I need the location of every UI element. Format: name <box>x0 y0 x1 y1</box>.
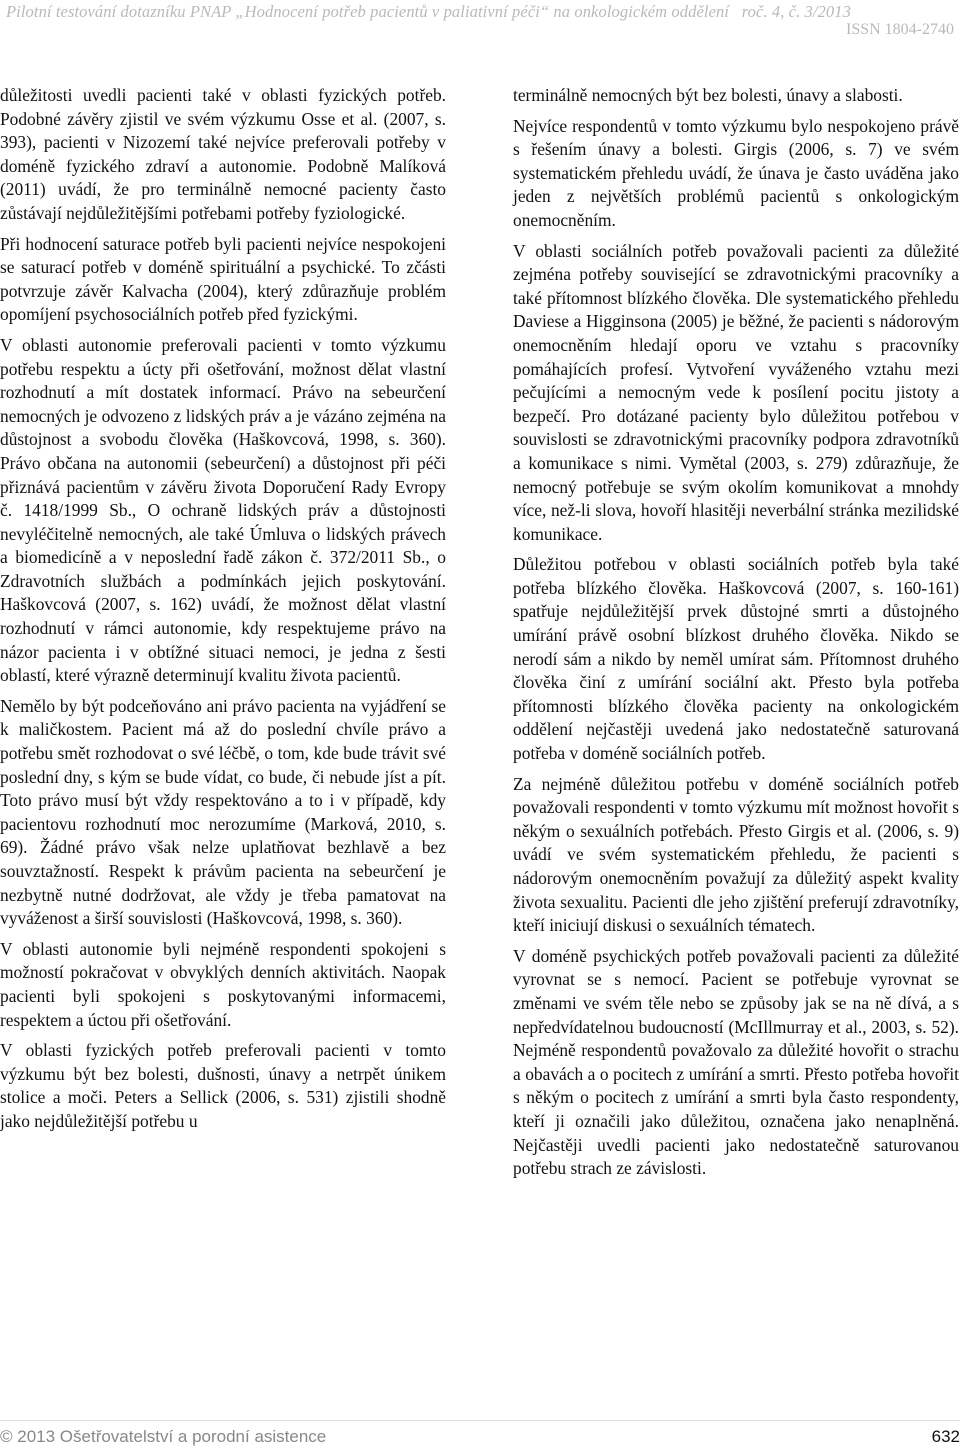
paragraph: Nemělo by být podceňováno ani právo pacienta na vyjádření se k maličkostem. Pacient má až do poslední chvíle právo a potřebu smět rozhodovat o své léčbě, o tom, kde bude trávit své poslední dny, s kým se bude vídat, co bude, či nebude jíst a pít. Toto právo musí být vždy respektováno a to i v případě, kdy pacientovu rozhodnutí moc nerozumíme (Marková, 2010, s. 69). Žádné právo však nelze uplatňovat bezhlavě a bez souvztažností. Respekt k právům pacienta na sebeurčení je nezbytně nutné dodržovat, ale vždy je třeba pamatovat na vyváženost a širší souvislosti (Haškovcová, 1998, s. 360). <box>0 695 446 929</box>
running-header <box>6 2 954 22</box>
paragraph: V oblasti fyzických potřeb preferovali pacienti v tomto výzkumu být bez bolesti, dušnosti, únavy a netrpět únikem stolice a moči. Peters a Sellick (2006, s. 531) zjistili shodně jako nejdůležitější potřebu u <box>0 1040 446 1131</box>
paragraph: důležitosti uvedli pacienti také v oblasti fyzických potřeb. Podobné závěry zjistil ve svém výzkumu Osse et al. (2007, s. 393), pacienti v Nizozemí také nejvíce preferovali potřeby v doméně fyzického zdraví a autonomie. Podobně Malíková (2011) uvádí, že pro terminálně nemocné pacienty často zůstávají nejdůležitějšími potřebami potřeby fyziologické. <box>0 85 446 223</box>
page-header <box>0 0 960 40</box>
header-volume: roč. 4, č. 3/2013 <box>741 2 851 21</box>
paragraph: Při hodnocení saturace potřeb byli pacienti nejvíce nespokojeni se saturací potřeb v doméně spirituální a psychické. To zčásti potvrzuje závěr Kalvacha (2004), který zdůrazňuje problém opomíjení psychosociálních potřeb před fyzickými. <box>0 233 446 325</box>
footer-copyright: © 2013 Ošetřovatelství a porodní asistence <box>0 1427 327 1446</box>
paragraph: Za nejméně důležitou potřebu v doméně sociálních potřeb považovali respondenti v tomto výzkumu mít možnost hovořit s někým o sexuálních potřebách. Přesto Girgis et al. (2006, s. 9) uvádí ve svém systematickém přehledu, že pacienti s nádorovým onemocněním považují za důležitý aspekt kvality života sexualitu. Pacienti dle jeho zjištění preferují zdravotníky, kteří iniciují diskusi o sexuálních tématech. <box>513 773 959 936</box>
right-column <box>513 84 959 1188</box>
header-issn: ISSN 1804-2740 <box>845 21 954 38</box>
header-title: Pilotní testování dotazníku PNAP „Hodnocení potřeb pacientů v paliativní péči“ na onkologickém oddělení <box>6 2 730 21</box>
paragraph: V oblasti sociálních potřeb považovali pacienti za důležité zejména potřeby související se zdravotnickými pracovníky a také přítomnost blízkého člověka. Dle systematického přehledu Daviese a Higginsona (2005) je běžné, že pacienti s nádorovým onemocněním hledají oporu ve vztahu s pracovníky pomáhajících profesí. Vytvoření vyváženého vztahu mezi pečujícími a nemocným vede k posílení pocitu jistoty a bezpečí. Pro dotázané pacienty bylo důležitou potřebou v souvislosti se zdravotnickými pracovníky podpora zdravotníků a komunikace s nimi. Vymětal (2003, s. 279) zdůrazňuje, že nemocný potřebuje se svým okolím komunikovat a mnohdy více, než-li slova, hovoří hlasitěji neverbální stránka mezilidské komunikace. <box>513 240 959 544</box>
paragraph: terminálně nemocných být bez bolesti, únavy a slabosti. <box>513 85 903 105</box>
page-number: 632 <box>931 1427 960 1446</box>
left-column <box>0 84 446 1141</box>
paragraph: Nejvíce respondentů v tomto výzkumu bylo nespokojeno právě s řešením únavy a bolesti. Girgis (2006, s. 7) ve svém systematickém přehledu uvádí, že únava je často uváděna jako jeden z největších problémů pacientů s onkologickým onemocněním. <box>513 115 959 230</box>
page-footer <box>0 1420 960 1448</box>
paragraph: V oblasti autonomie byli nejméně respondenti spokojeni s možností pokračovat v obvyklých denních aktivitách. Naopak pacienti byli spokojeni s poskytovanými informacemi, respektem a úctou při ošetřování. <box>0 938 446 1030</box>
paragraph: V doméně psychických potřeb považovali pacienti za důležité vyrovnat se s nemocí. Pacient se potřebuje vyrovnat se změnami ve svém těle nebo se způsoby jak se na ně dívá, a s nepředvídatelnou budoucností (McIllmurray et al., 2003, s. 52). Nejméně respondentů považovalo za důležité hovořit o strachu a obavách a o pocitech z umírání a smrti. Přesto potřeba hovořit s někým o pocitech z umírání a smrti byla často respondenty, kteří ji označili jako důležitou, označena jako nenaplněná. Nejčastěji uvedli pacienti jako nedostatečně saturovanou potřebu strach ze závislosti. <box>513 945 959 1179</box>
paragraph: Důležitou potřebou v oblasti sociálních potřeb byla také potřeba blízkého člověka. Haškovcová (2007, s. 160-161) spatřuje nejdůležitější prvek důstojné smrti a důstojného umírání právě osobní blízkost druhého člověka. Nikdo se nerodí sám a nikdo by neměl umírat sám. Přítomnost druhého člověka činí z umírání sociální akt. Přesto byla potřeba přítomnosti blízkého člověka pacienty na onkologickém oddělení nejčastěji uvedená jako nedostatečně saturovaná potřeba v doméně sociálních potřeb. <box>513 554 959 764</box>
paragraph: V oblasti autonomie preferovali pacienti v tomto výzkumu potřebu respektu a úcty při ošetřování, možnost dělat vlastní rozhodnutí a mít dostatek informací. Právo na sebeurčení nemocných je odvozeno z lidských práv a je vázáno zejména na důstojnost a svobodu člověka (Haškovcová, 1998, s. 360). Právo občana na autonomii (sebeurčení) a důstojnost při péči přiznává pacientům v závěru života Doporučení Rady Evropy č. 1418/1999 Sb., O ochraně lidských práv a důstojnosti nevyléčitelně nemocných, ale také Úmluva o lidských právech a biomedicíně a v neposlední řadě zákon č. 372/2011 Sb., o Zdravotních službách a podmínkách jejich poskytování. Haškovcová (2007, s. 162) uvádí, že možnost dělat vlastní rozhodnutí v rámci autonomie, kdy respektujeme právo na názor pacienta i v obtížné situaci nemoci, je jedna z šesti oblastí, které výrazně determinují kvalitu života pacientů. <box>0 334 446 686</box>
